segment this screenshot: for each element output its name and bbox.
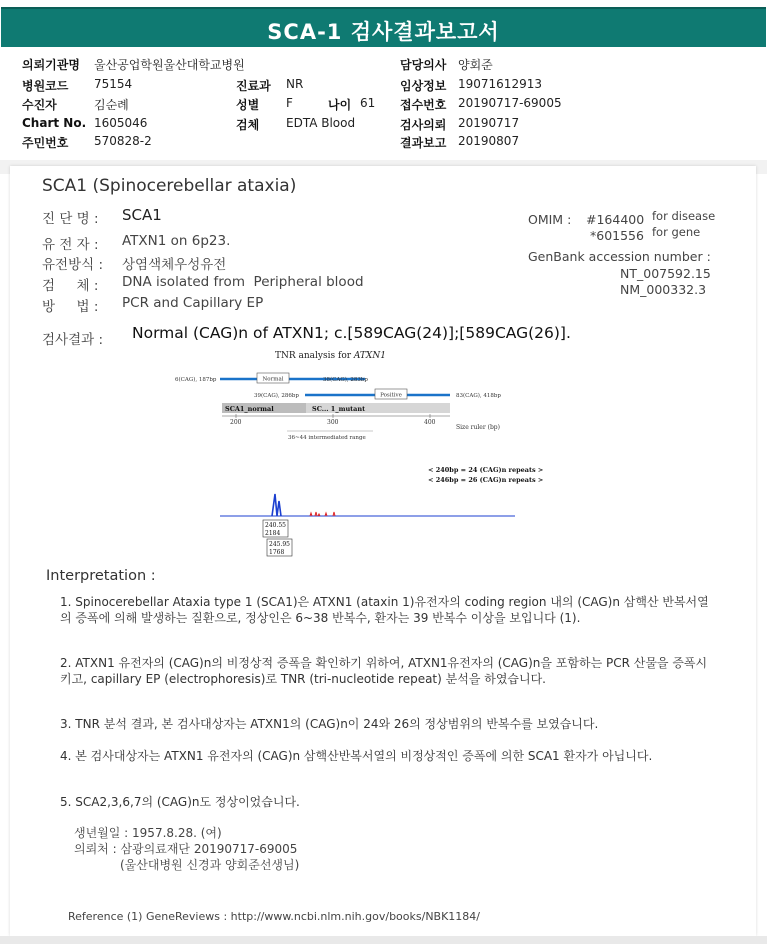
dept-value: NR xyxy=(286,77,304,91)
request-label: 검사의뢰 xyxy=(400,118,447,132)
tick-200-label: 200 xyxy=(230,419,242,426)
clinical-value: 19071612913 xyxy=(458,77,542,91)
peak2-height: 1768 xyxy=(269,549,285,556)
gene-label: 유 전 자 : xyxy=(42,237,99,253)
inheritance-value: 상염색체우성유전 xyxy=(122,257,227,273)
hospital-value: 울산공업학원울산대학교병원 xyxy=(94,58,245,72)
positive-box-label: Positive xyxy=(380,392,402,399)
omim-label: OMIM : xyxy=(528,212,572,227)
tick-300-label: 300 xyxy=(327,419,339,426)
interp-paragraph-1: 1. Spinocerebellar Ataxia type 1 (SCA1)은 ATXN1 (ataxin 1)유전자의 coding region 내의 (CAG)n 삼핵산 반복서열의 증폭에 의해 발생하는 질환으로, 정상인은 6~38 반복수, 환자는 39 반복수 이상을 보입니다 (1). xyxy=(60,595,709,625)
hospital-code-label: 병원코드 xyxy=(22,79,69,93)
dept-label: 진료과 xyxy=(236,79,271,93)
header-banner xyxy=(0,0,767,48)
genbank-label: GenBank accession number : xyxy=(528,249,711,264)
footer-bar xyxy=(0,936,767,944)
section-title: SCA1 (Spinocerebellar ataxia) xyxy=(42,176,297,196)
diagnosis-value: SCA1 xyxy=(122,206,162,224)
doctor-value: 양회준 xyxy=(458,58,493,72)
label-positive-max: 83(CAG), 418bp xyxy=(456,393,501,399)
age-value: 61 xyxy=(360,96,376,110)
sex-label: 성별 xyxy=(236,98,260,112)
id-label: 주민번호 xyxy=(22,136,69,150)
trace-size-standard xyxy=(310,512,335,516)
report-date-label: 결과보고 xyxy=(400,136,447,150)
peak1-size: 240.55 xyxy=(265,522,286,529)
size-bar-mutant-label: SC... 1_mutant xyxy=(312,405,366,413)
method-label: 방 법 : xyxy=(42,299,99,315)
patient-value: 김순례 xyxy=(94,98,129,112)
inheritance-label: 유전방식 : xyxy=(42,257,104,273)
report-date-value: 20190807 xyxy=(458,134,520,148)
hospital-label: 의뢰기관명 xyxy=(22,58,80,72)
chart-no-label: Chart No. xyxy=(22,116,87,130)
intermediate-range-label: 36~44 intermediated range xyxy=(288,435,366,441)
figure-title xyxy=(275,351,386,361)
omim2-for: for gene xyxy=(652,225,701,239)
note-240bp: < 240bp = 24 (CAG)n repeats > xyxy=(428,466,544,474)
normal-box-label: Normal xyxy=(262,376,284,383)
specimen-row-label: 검 체 : xyxy=(42,278,99,294)
trace-peak-pair xyxy=(272,494,281,516)
id-value: 570828-2 xyxy=(94,134,152,148)
request-value: 20190717 xyxy=(458,116,520,130)
chart-no-value: 1605046 xyxy=(94,116,148,130)
clinical-label: 임상정보 xyxy=(400,79,447,93)
figure-title-gene: ATXN1 xyxy=(353,351,386,361)
birth-date-line: 생년월일 : 1957.8.28. (여) xyxy=(74,826,222,840)
diagnosis-label: 진 단 명 : xyxy=(42,211,99,227)
size-bar-normal-label: SCA1_normal xyxy=(225,405,274,413)
interp-paragraph-3: 3. TNR 분석 결과, 본 검사대상자는 ATXN1의 (CAG)n이 24와 26의 정상범위의 반복수를 보였습니다. xyxy=(60,717,599,731)
reference-line: Reference (1) GeneReviews : http://www.ncbi.nlm.nih.gov/books/NBK1184/ xyxy=(68,910,481,923)
header-bar xyxy=(1,7,766,47)
specimen-value: EDTA Blood xyxy=(286,116,356,130)
interpretation-title: Interpretation : xyxy=(46,568,156,584)
interp-paragraph-5: 5. SCA2,3,6,7의 (CAG)n도 정상이었습니다. xyxy=(60,795,300,809)
patient-label: 수진자 xyxy=(22,98,57,112)
requester-line-2: (울산대병원 신경과 양회준선생님) xyxy=(120,858,300,872)
label-positive-min: 39(CAG), 286bp xyxy=(254,393,299,399)
specimen-label: 검체 xyxy=(236,118,260,132)
omim2-number: *601556 xyxy=(590,228,644,243)
doctor-label: 담당의사 xyxy=(400,58,447,72)
age-label: 나이 xyxy=(328,98,352,112)
omim1-for: for disease xyxy=(652,209,716,223)
result-value: Normal (CAG)n of ATXN1; c.[589CAG(24)];[589CAG(26)]. xyxy=(132,324,571,342)
omim1-number: #164400 xyxy=(586,212,645,227)
gene-value: ATXN1 on 6p23. xyxy=(122,233,231,249)
genbank-accession-1: NT_007592.15 xyxy=(620,266,711,281)
tnr-analysis-figure xyxy=(170,346,590,561)
figure-title-text: TNR analysis for xyxy=(275,351,354,361)
peak2-size: 245.95 xyxy=(269,541,290,548)
interp-paragraph-4: 4. 본 검사대상자는 ATXN1 유전자의 (CAG)n 삼핵산반복서열의 비정상적인 증폭에 의한 SCA1 환자가 아닙니다. xyxy=(60,749,653,763)
label-normal-max: 38(CAG), 283bp xyxy=(323,377,368,383)
peak1-height: 2184 xyxy=(265,530,281,537)
specimen-row-value: DNA isolated from Peripheral blood xyxy=(122,274,364,290)
ruler-label: Size ruler (bp) xyxy=(456,424,500,431)
result-label: 검사결과 : xyxy=(42,332,104,348)
method-value: PCR and Capillary EP xyxy=(122,295,264,311)
sex-value: F xyxy=(286,96,293,110)
report-title: SCA-1 검사결과보고서 xyxy=(267,20,500,44)
requester-line: 의뢰처 : 삼광의료재단 20190717-69005 xyxy=(74,842,298,856)
interp-paragraph-2: 2. ATXN1 유전자의 (CAG)n의 비정상적 증폭을 확인하기 위하여, ATXN1유전자의 (CAG)n을 포함하는 PCR 산물을 증폭시키고, capillary EP (electrophoresis)로 TNR (tri-nucleotide repeat) 분석을 하였습니다. xyxy=(60,656,708,686)
genbank-accession-2: NM_000332.3 xyxy=(620,282,707,297)
receipt-value: 20190717-69005 xyxy=(458,96,562,110)
tick-400-label: 400 xyxy=(424,419,436,426)
note-246bp: < 246bp = 26 (CAG)n repeats > xyxy=(428,476,544,484)
label-normal-min: 6(CAG), 187bp xyxy=(175,377,217,383)
receipt-label: 접수번호 xyxy=(400,98,447,112)
hospital-code-value: 75154 xyxy=(94,77,133,91)
